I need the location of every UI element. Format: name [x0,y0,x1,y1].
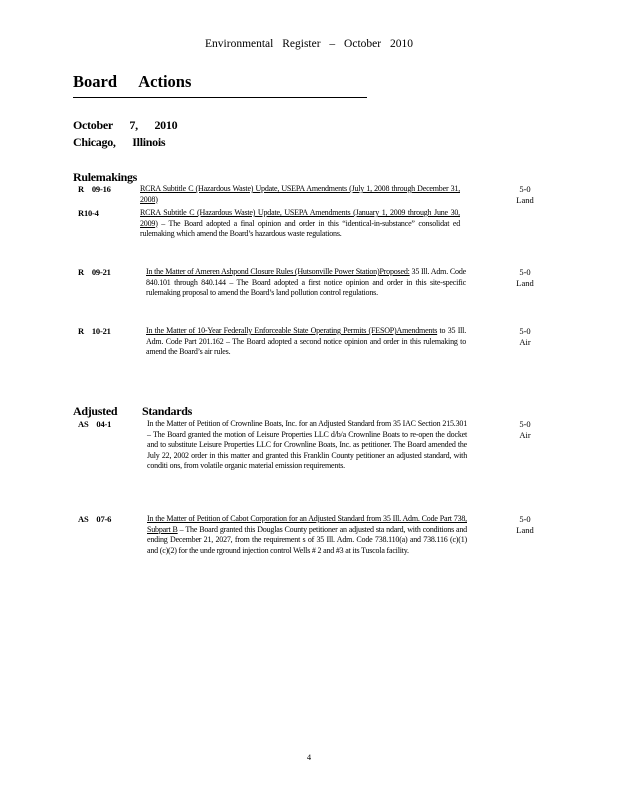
meeting-date: October 7, 2010 [73,118,178,132]
vote-block [510,326,540,347]
case-title: In the Matter of Petition of Cabot Corporation for an Adjusted Standard from 35 Ill. Adm. Code Part 738, Subpart B [147,514,467,534]
vote-category: Land [516,277,534,288]
meeting-location: Chicago, Illinois [73,135,166,149]
entry-body: – The Board adopted a final opinion and order in this “identical-in-substance” consolidat ed rulemaking which amend the Board’s hazardous waste regulations. [140,218,460,238]
vote-block [510,184,540,205]
rulemakings-heading: Rulemakings [73,170,138,184]
vote-block [510,514,540,535]
docket-number: R10-4 [78,208,99,218]
entry-body: In the Matter of Petition of Crownline Boats, Inc. for an Adjusted Standard from 35 IAC Section 215.301 – The Board granted the motion of Leisure Properties LLC d/b/a Crownline Boats to re-open the docket and to substitute Leisure Properties LLC for Crownline Boats, Inc. as petitioner. The Board amended the July 22, 2002 order in this matter and granted this Franklin County petitioner an adjusted standard, with conditi ons, from volatile organic material emission requirements. [147,419,467,470]
case-title: RCRA Subtitle C (Hazardous Waste) Update, USEPA Amendments (January 1, 2009 through June 30, 2009) [140,208,460,228]
entry-body: to 35 Ill. Adm. Code Part 201.162 – The Board adopted a second notice opinion and order in this rulemaking to amend the Board’s air rules. [146,326,466,356]
case-title: RCRA Subtitle C (Hazardous Waste) Update, USEPA Amendments (July 1, 2008 through December 31, 2008) [140,184,460,204]
entry-body: – The Board granted this Douglas County petitioner an adjusted sta ndard, with conditions and ending December 21, 2027, from the requirement s of 35 Ill. Adm. Code 738.110(a) and 738.116 (c)(1) and (c)(2) for the unde rground injection control Wells # 2 and #3 at its Tuscola facility. [147,524,467,555]
entry-text [140,208,460,240]
vote-block [510,419,540,440]
case-title: In the Matter of Ameren Ashpond Closure Rules (Hutsonville Power Station)Proposed: [146,267,410,276]
adjusted-standards-heading: Adjusted Standards [73,404,192,418]
title-rule [73,97,367,98]
vote-category: Land [516,194,534,205]
entry-text [147,419,467,472]
vote-block [510,267,540,288]
running-header: Environmental Register – October 2010 [205,38,413,50]
vote-category: Air [519,336,531,347]
entry-text [140,184,460,205]
docket-number: R 09-21 [78,267,111,277]
page-title: Board Actions [73,72,192,91]
vote-category: Land [516,524,534,535]
vote-category: Air [519,429,531,440]
entry-text [147,514,467,556]
docket-number: R 10-21 [78,326,111,336]
page-number: 4 [306,752,312,762]
docket-number: AS 04-1 [78,419,112,429]
vote-count: 5-0 [519,326,531,336]
docket-number: AS 07-6 [78,514,112,524]
vote-count: 5-0 [519,184,531,194]
vote-count: 5-0 [519,514,531,524]
entry-text [146,326,466,358]
vote-count: 5-0 [519,267,531,277]
case-title: In the Matter of 10-Year Federally Enforceable State Operating Permits (FESOP)Amendments [146,326,438,335]
entry-text [146,267,466,299]
docket-number: R 09-16 [78,184,111,194]
entry-body: 35 Ill. Adm. Code 840.101 through 840.144 – The Board adopted a first notice opinion and order in this site-specific rulemaking proposal to amend the Board’s land pollution control regulations. [146,267,466,297]
vote-count: 5-0 [519,419,531,429]
